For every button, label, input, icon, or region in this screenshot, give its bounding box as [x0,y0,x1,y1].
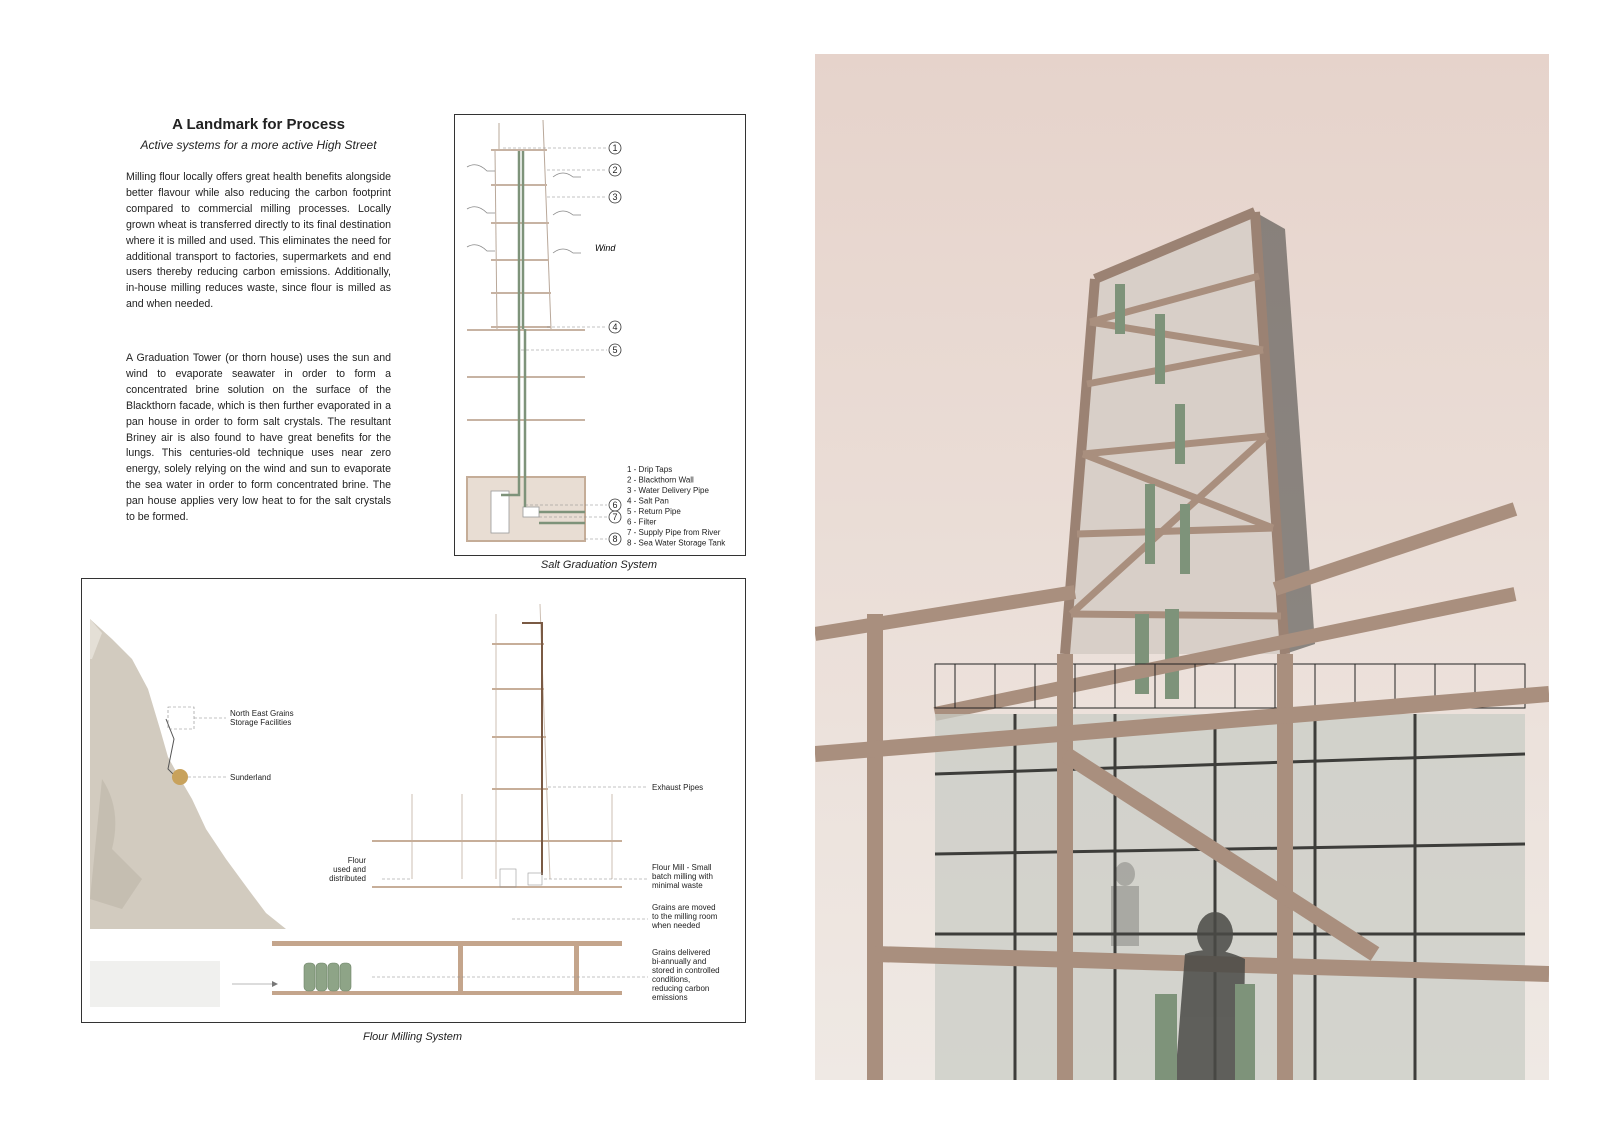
label-grains-moved: when needed [652,921,701,930]
map-label-grains: North East Grains [230,709,294,718]
label-grains-delivered: emissions [652,993,688,1002]
label-flour-used: used and [333,865,366,874]
legend-item: 8 - Sea Water Storage Tank [627,538,726,548]
svg-text:8: 8 [612,534,618,544]
svg-text:3: 3 [612,192,618,202]
page-subtitle: Active systems for a more active High Street [140,138,377,152]
map-label-grains-2: Storage Facilities [230,718,292,727]
label-flour-mill: Flour Mill - Small [652,863,712,872]
marker-6 [609,499,621,511]
salt-diagram-caption: Salt Graduation System [540,559,658,571]
svg-text:1: 1 [612,143,618,153]
marker-7 [609,511,621,523]
legend-item: 6 - Filter [627,517,657,527]
tower-perspective-render [815,54,1549,1080]
label-exhaust-pipes: Exhaust Pipes [652,783,704,792]
salt-legend [627,465,726,548]
svg-text:6: 6 [612,500,618,510]
flour-milling-diagram [81,578,746,1023]
flour-diagram-caption: Flour Milling System [362,1031,463,1043]
wind-label: Wind [595,243,616,253]
body-paragraph-1: Milling flour locally offers great health benefits alongside better flavour while also reducing the carbon footprint compared to commercial milling processes. Locally grown wheat is transferred directly to its final destination where it is milled and used. This eliminates the need for additional transport to factories, supermarkets and end users thereby reducing carbon emissions. Additionally, in-house milling reduces waste, since flour is milled as and when needed. [126,171,391,311]
legend-item: 1 - Drip Taps [627,465,673,474]
label-grains-delivered: conditions, [652,975,691,984]
marker-1 [609,142,621,154]
legend-item: 3 - Water Delivery Pipe [627,486,709,495]
label-grains-moved: to the milling room [652,912,718,921]
label-grains-moved: Grains are moved [652,903,716,912]
marker-2 [609,164,621,176]
legend-item: 2 - Blackthorn Wall [627,475,694,485]
svg-text:4: 4 [612,322,618,332]
label-flour-mill: batch milling with [652,872,713,881]
svg-text:2: 2 [612,165,618,175]
legend-item: 4 - Salt Pan [627,496,669,506]
legend-item: 7 - Supply Pipe from River [627,528,721,537]
label-grains-delivered: reducing carbon [652,984,710,993]
svg-text:5: 5 [612,345,618,355]
label-flour-used: distributed [329,874,366,883]
label-grains-delivered: Grains delivered [652,948,711,957]
legend-item: 5 - Return Pipe [627,507,681,516]
marker-3 [609,191,621,203]
marker-5 [609,344,621,356]
label-grains-delivered: stored in controlled [652,966,720,975]
body-paragraph-2: A Graduation Tower (or thorn house) uses the sun and wind to evaporate seawater in order to form a concentrated brine solution on the surface of the Blackthorn facade, which is then further evaporated in a pan house in order to form salt crystals. The resultant Briney air is also found to have great benefits for the lungs. This centuries-old technique uses near zero energy, solely relying on the wind and sun to evaporate the sea water in order to form concentrated brine. The pan house applies very low heat to for the salt crystals to be formed. [126,352,391,524]
label-flour-used: Flour [347,856,366,865]
label-flour-mill: minimal waste [652,881,703,890]
map-label-sunderland: Sunderland [230,773,271,782]
svg-text:7: 7 [612,512,618,522]
page-title: A Landmark for Process [172,116,345,133]
label-grains-delivered: bi-annually and [652,957,707,966]
marker-4 [609,321,621,333]
salt-graduation-diagram [454,114,746,556]
marker-8 [609,533,621,545]
